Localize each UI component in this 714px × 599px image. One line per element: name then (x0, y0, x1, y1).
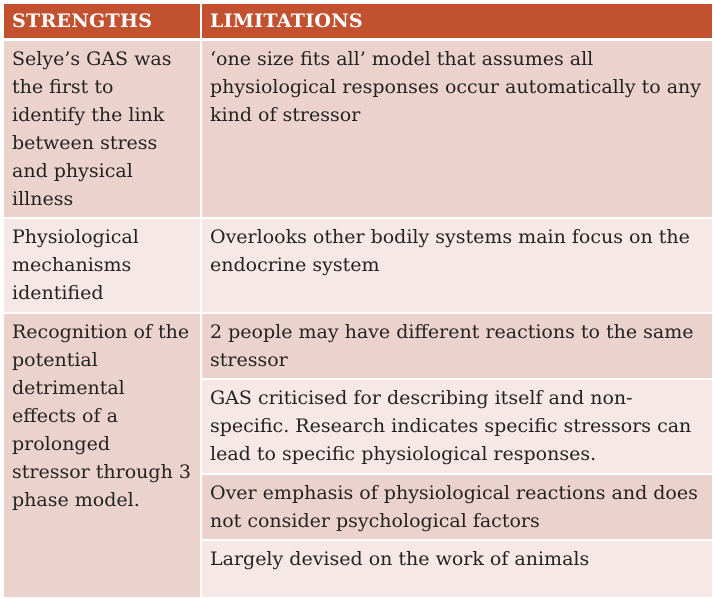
limitation-cell: 2 people may have different reactions to the same stressor (202, 314, 712, 380)
limitation-cell: Over emphasis of physiological reactions and does not consider psychological factors (202, 475, 712, 541)
table-header-row (4, 4, 712, 41)
limitation-cell: Overlooks other bodily systems main focus on the endocrine system (202, 219, 712, 314)
limitations-header: LIMITATIONS (202, 4, 712, 41)
table-row (4, 314, 712, 380)
limitation-cell: ‘one size fits all’ model that assumes all physiological responses occur automatically to any kind of stressor (202, 41, 712, 219)
strengths-limitations-table (4, 4, 712, 599)
strength-cell: Recognition of the potential detrimental effects of a prolonged stressor through 3 phase model. (4, 314, 202, 599)
limitation-cell: Largely devised on the work of animals (202, 541, 712, 599)
strength-cell: Selye’s GAS was the first to identify the link between stress and physical illness (4, 41, 202, 219)
limitation-cell: GAS criticised for describing itself and non-specific. Research indicates specific stressors can lead to specific physiological responses. (202, 380, 712, 475)
strength-cell: Physiological mechanisms identified (4, 219, 202, 314)
table-row (4, 41, 712, 219)
strengths-header: STRENGTHS (4, 4, 202, 41)
table-row (4, 219, 712, 314)
